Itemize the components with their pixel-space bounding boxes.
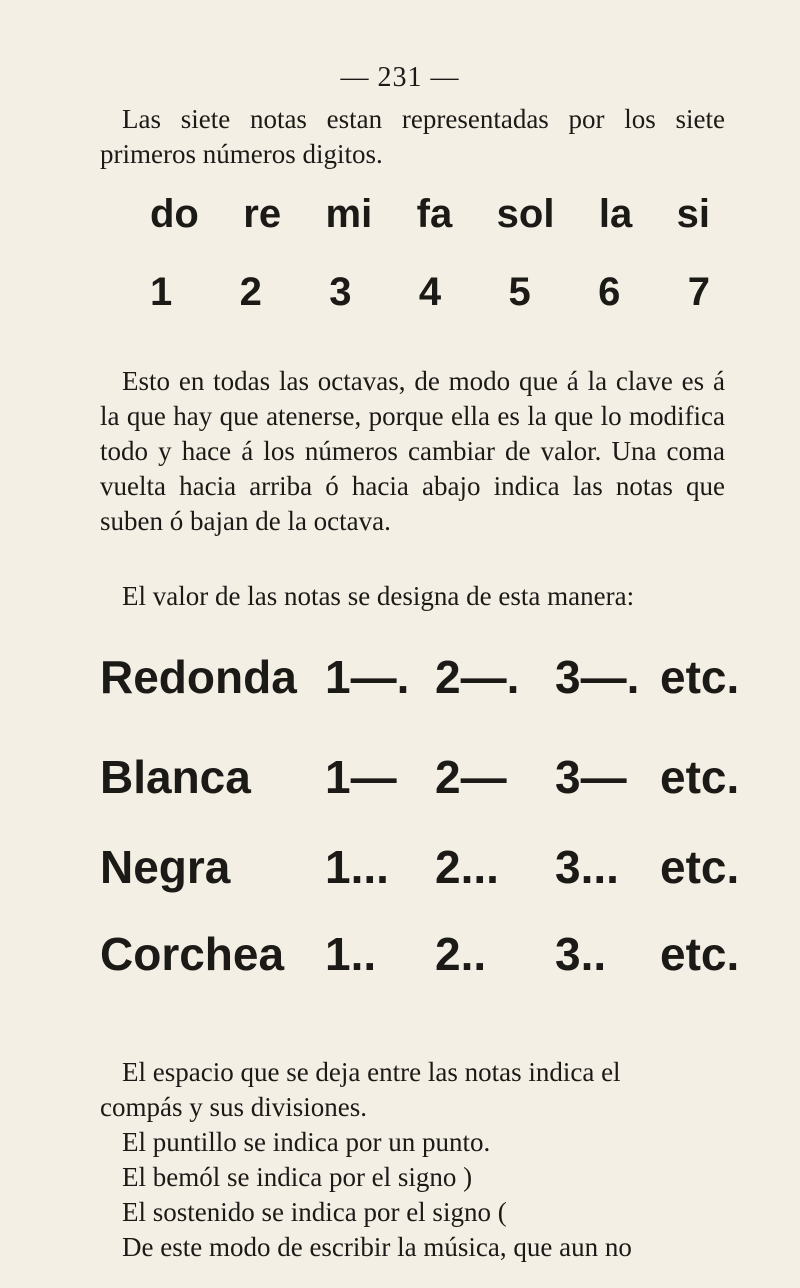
duration-row-redonda [100,650,740,706]
value-intro-paragraph [100,579,725,614]
explanation-paragraph [100,364,725,539]
digit: 6 [598,270,621,314]
duration-row-corchea [100,927,740,983]
digits-row [150,270,710,315]
note-name: fa [416,192,453,236]
text-line: El espacio que se deja entre las notas indica el [122,1057,621,1087]
duration-symbol: 3— [555,751,627,803]
duration-row-blanca [100,750,740,806]
note-names-row [150,192,710,237]
duration-row-negra [100,840,740,896]
digit: 7 [687,270,710,314]
text-line: compás y sus divisiones. [100,1092,367,1122]
text-line: El puntillo se indica por un punto. [122,1127,491,1157]
duration-symbol: 3.. [555,928,607,980]
note-name: la [598,192,633,236]
text-line: El sostenido se indica por el signo ( [122,1197,507,1227]
note-name: do [150,192,199,236]
duration-symbol: 1—. [325,651,410,703]
digit: 4 [418,270,442,314]
duration-symbol: 2.. [435,928,487,980]
digit: 3 [329,270,352,314]
duration-symbol: 2—. [435,651,520,703]
note-name: sol [496,192,555,236]
duration-name: Corchea [100,928,285,980]
text-line: De este modo de escribir la música, que aun no [122,1232,632,1262]
duration-etc: etc. [660,928,740,980]
note-name: re [243,192,282,236]
intro-paragraph [100,102,725,172]
duration-name: Negra [100,841,231,893]
duration-symbol: 2... [435,841,499,893]
duration-symbol: 1... [325,841,389,893]
text-line: El bemól se indica por el signo ) [122,1162,473,1192]
duration-symbol: 3... [555,841,619,893]
duration-symbol: 1.. [325,928,377,980]
closing-paragraphs [100,1055,725,1265]
digit: 5 [508,270,531,314]
explanation-text: Esto en todas las octavas, de modo que á la clave es á la que hay que atenerse, porque ella es la que lo modifica todo y hace á los números cambiar de valor. Una coma vuelta hacia arriba ó hacia abajo indica las notas que suben ó bajan de la octava. [100,366,725,536]
duration-etc: etc. [660,751,740,803]
intro-text: Las siete notas estan representadas por los siete primeros números digitos. [100,104,725,169]
duration-name: Blanca [100,751,251,803]
digit: 1 [150,270,173,314]
duration-name: Redonda [100,651,297,703]
duration-symbol: 3—. [555,651,640,703]
page-number: — 231 — [340,62,460,93]
duration-etc: etc. [660,841,740,893]
digit: 2 [239,270,262,314]
value-intro-text: El valor de las notas se designa de esta manera: [122,581,635,611]
note-name: si [676,192,710,236]
duration-symbol: 2— [435,751,507,803]
note-name: mi [325,192,373,236]
duration-etc: etc. [660,651,740,703]
duration-symbol: 1— [325,751,397,803]
